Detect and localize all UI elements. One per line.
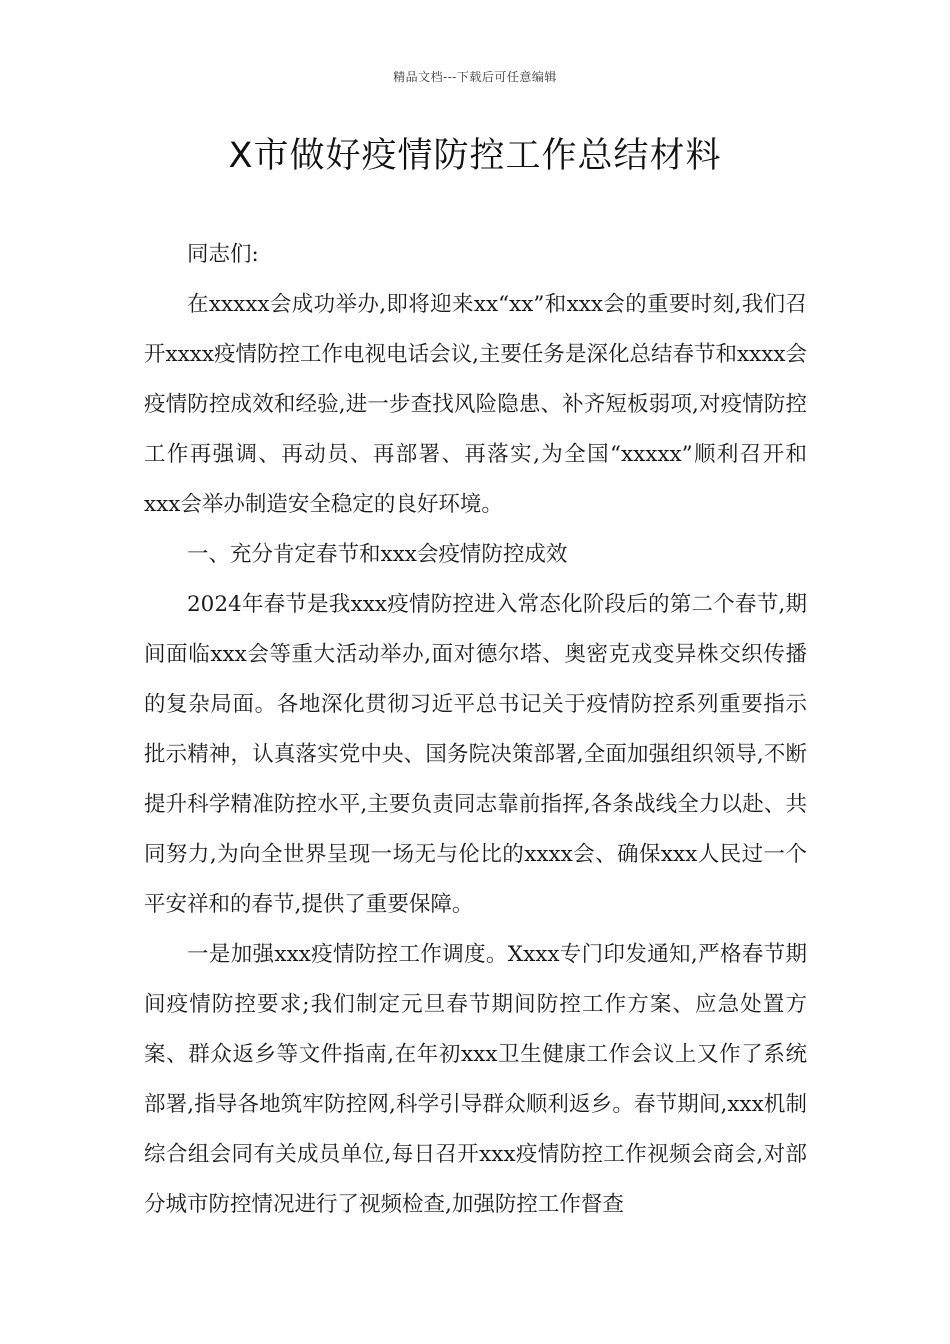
paragraph-summary: 2024年春节是我xxx疫情防控进入常态化阶段后的第二个春节,期间面临xxx会等重大活动举办,面对德尔塔、奥密克戎变异株交织传播的复杂局面。各地深化贯彻习近平总书记关于疫情防控系列重要指示批示精神，认真落实党中央、国务院决策部署,全面加强组织领导,不断提升科学精准防控水平,主要负责同志靠前指挥,各条战线全力以赴、共同努力,为向全世界呈现一场无与伦比的xxxx会、确保xxx人民过一个平安祥和的春节,提供了重要保障。 [144, 592, 807, 917]
section-heading: 一、充分肯定春节和xxx会疫情防控成效 [187, 542, 568, 567]
document-title: X市做好疫情防控工作总结材料 [228, 136, 722, 176]
salutation: 同志们: [187, 242, 259, 267]
paragraph-point-one: 一是加强xxx疫情防控工作调度。Xxxx专门印发通知,严格春节期间疫情防控要求;我们制定元旦春节期间防控工作方案、应急处置方案、群众返乡等文件指南,在年初xxx卫生健康工作会议上又作了系统部署,指导各地筑牢防控网,科学引导群众顺利返乡。春节期间,xxx机制综合组会同有关成员单位,每日召开xxx疫情防控工作视频会商会,对部分城市防控情况进行了视频检查,加强防控工作督查 [144, 942, 807, 1217]
paragraph-intro: 在xxxxx会成功举办,即将迎来xx“xx”和xxx会的重要时刻,我们召开xxxx疫情防控工作电视电话会议,主要任务是深化总结春节和xxxx会疫情防控成效和经验,进一步查找风险隐患、补齐短板弱项,对疫情防控工作再强调、再动员、再部署、再落实,为全国“xxxxx”顺利召开和xxx会举办制造安全稳定的良好环境。 [144, 292, 807, 517]
document-body [144, 230, 807, 1230]
header-note: 精品文档---下载后可任意编辑 [393, 70, 557, 84]
